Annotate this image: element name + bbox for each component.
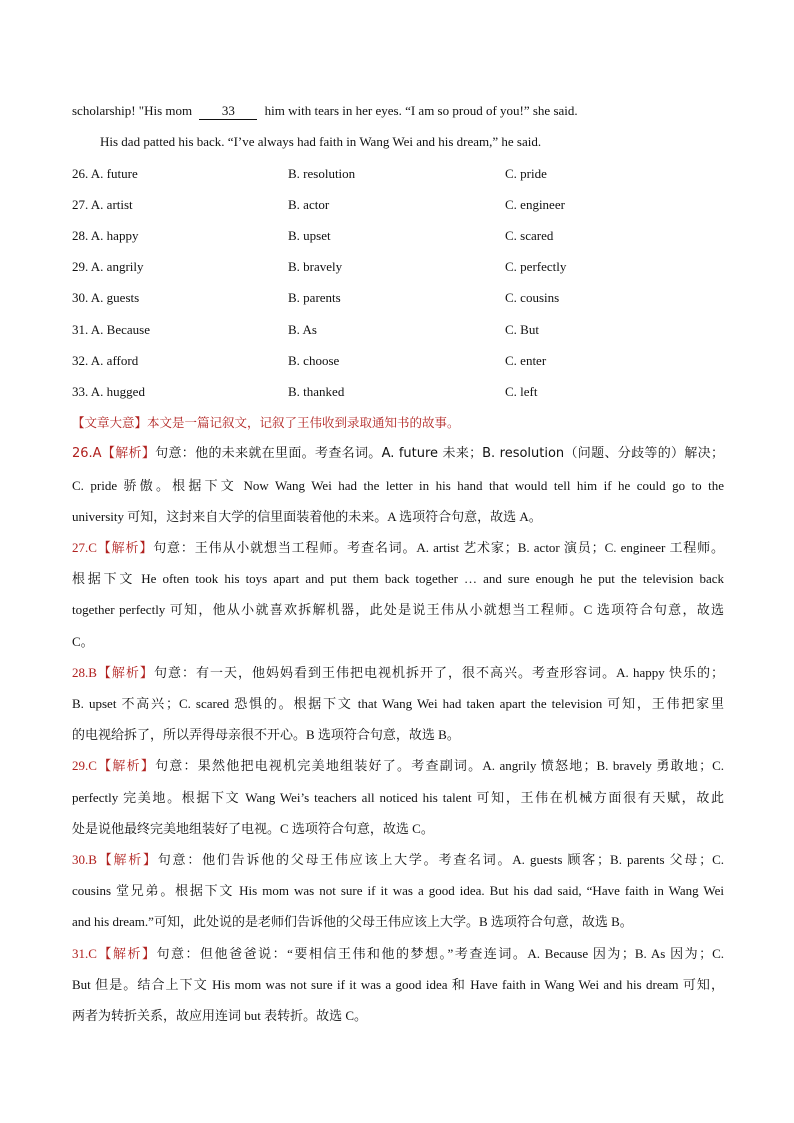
option-row: [72, 228, 732, 244]
option-c: C. scared: [505, 228, 554, 243]
analysis-line: 根据下文 He often took his toys apart and put them back together … and sure enough he put the television back: [72, 571, 724, 586]
analysis-line: 两者为转折关系，故应用连词 but 表转折。故选 C。: [72, 1008, 368, 1023]
option-row: [72, 290, 732, 306]
analysis-line: 的电视给拆了，所以弄得母亲很不开心。B 选项符合句意，故选 B。: [72, 727, 460, 742]
option-b: B. thanked: [288, 384, 345, 399]
option-c: C. engineer: [505, 197, 565, 212]
analysis-line: perfectly 完美地。根据下文 Wang Wei’s teachers all noticed his talent 可知，王伟在机械方面很有天赋，故此: [72, 790, 724, 805]
option-a: 32. A. afford: [72, 353, 139, 368]
option-b: B. upset: [288, 228, 331, 243]
option-b: B. choose: [288, 353, 340, 368]
blank-33: 33: [199, 103, 257, 120]
analysis-line: 30.B【解析】句意：他们告诉他的父母王伟应该上大学。考查名词。A. guests 顾客；B. parents 父母；C.: [72, 852, 724, 867]
option-row: [72, 197, 732, 213]
option-b: B. As: [288, 322, 317, 337]
passage-line-1-end: him with tears in her eyes. “I am so proud of you!” she said.: [261, 103, 578, 118]
option-b: B. resolution: [288, 166, 356, 181]
analysis-answer-tag: 28.B【解析】: [72, 665, 154, 680]
option-row: [72, 259, 732, 275]
analysis-answer-tag: 31.C【解析】: [72, 946, 157, 961]
option-b: B. actor: [288, 197, 330, 212]
analysis-line: 31.C【解析】句意：但他爸爸说：“要相信王伟和他的梦想。”考查连词。A. Because 因为；B. As 因为；C.: [72, 946, 725, 961]
analysis-line: 处是说他最终完美地组装好了电视。C 选项符合句意，故选 C。: [72, 821, 434, 836]
option-c: C. perfectly: [505, 259, 567, 274]
option-c: C. left: [505, 384, 538, 399]
option-c: C. But: [505, 322, 539, 337]
option-a: 29. A. angrily: [72, 259, 144, 274]
analysis-line: together perfectly 可知，他从小就喜欢拆解机器，此处是说王伟从小就想当工程师。C 选项符合句意，故选: [72, 602, 724, 617]
passage-line-1-start: scholarship! "His mom: [72, 103, 196, 118]
option-row: [72, 166, 732, 182]
analysis-line: 28.B【解析】句意：有一天，他妈妈看到王伟把电视机拆开了，很不高兴。考查形容词。A. happy 快乐的；: [72, 665, 724, 680]
option-b: B. parents: [288, 290, 341, 305]
option-c: C. cousins: [505, 290, 560, 305]
option-a: 31. A. Because: [72, 322, 150, 337]
analysis-line: and his dream.”可知，此处说的是老师们告诉他的父母王伟应该上大学。B 选项符合句意，故选 B。: [72, 914, 633, 929]
option-c: C. pride: [505, 166, 547, 181]
option-a: 26. A. future: [72, 166, 138, 181]
analysis-answer-tag: 27.C【解析】: [72, 540, 154, 555]
option-b: B. bravely: [288, 259, 343, 274]
analysis-line: But 但是。结合上下文 His mom was not sure if it was a good idea 和 Have faith in Wang Wei and his dream 可知，: [72, 977, 724, 992]
passage-line-1: [72, 103, 578, 120]
analysis-line: 29.C【解析】句意：果然他把电视机完美地组装好了。考查副词。A. angrily 愤怒地；B. bravely 勇敢地；C.: [72, 758, 724, 773]
option-row: [72, 384, 732, 400]
summary-text: 【文章大意】本文是一篇记叙文，记叙了王伟收到录取通知书的故事。: [72, 415, 460, 430]
analysis-line: university 可知，这封来自大学的信里面装着他的未来。A 选项符合句意，故选 A。: [72, 509, 542, 524]
option-a: 28. A. happy: [72, 228, 139, 243]
passage-line-2: His dad patted his back. “I’ve always had faith in Wang Wei and his dream,” he said.: [100, 134, 542, 149]
analysis-line: 26.A【解析】句意：他的未来就在里面。考查名词。A. future 未来；B. resolution（问题、分歧等的）解决；: [72, 446, 724, 461]
analysis-line: C. pride 骄傲。根据下文 Now Wang Wei had the letter in his hand that would tell him if he could go to the: [72, 478, 724, 493]
option-a: 30. A. guests: [72, 290, 140, 305]
analysis-line: 27.C【解析】句意：王伟从小就想当工程师。考查名词。A. artist 艺术家；B. actor 演员；C. engineer 工程师。: [72, 540, 724, 555]
option-a: 33. A. hugged: [72, 384, 145, 399]
article-summary: [72, 415, 460, 431]
option-row: [72, 322, 732, 338]
analysis-line: cousins 堂兄弟。根据下文 His mom was not sure if it was a good idea. But his dad said, “Have faith in Wang Wei: [72, 883, 724, 898]
analysis-answer-tag: 30.B【解析】: [72, 852, 158, 867]
analysis-line: B. upset 不高兴；C. scared 恐惧的。根据下文 that Wang Wei had taken apart the television 可知，王伟把家里: [72, 696, 724, 711]
option-row: [72, 353, 732, 369]
option-c: C. enter: [505, 353, 547, 368]
analysis-answer-tag: 26.A【解析】: [72, 446, 156, 461]
option-a: 27. A. artist: [72, 197, 133, 212]
analysis-line: C。: [72, 634, 94, 649]
analysis-answer-tag: 29.C【解析】: [72, 758, 156, 773]
